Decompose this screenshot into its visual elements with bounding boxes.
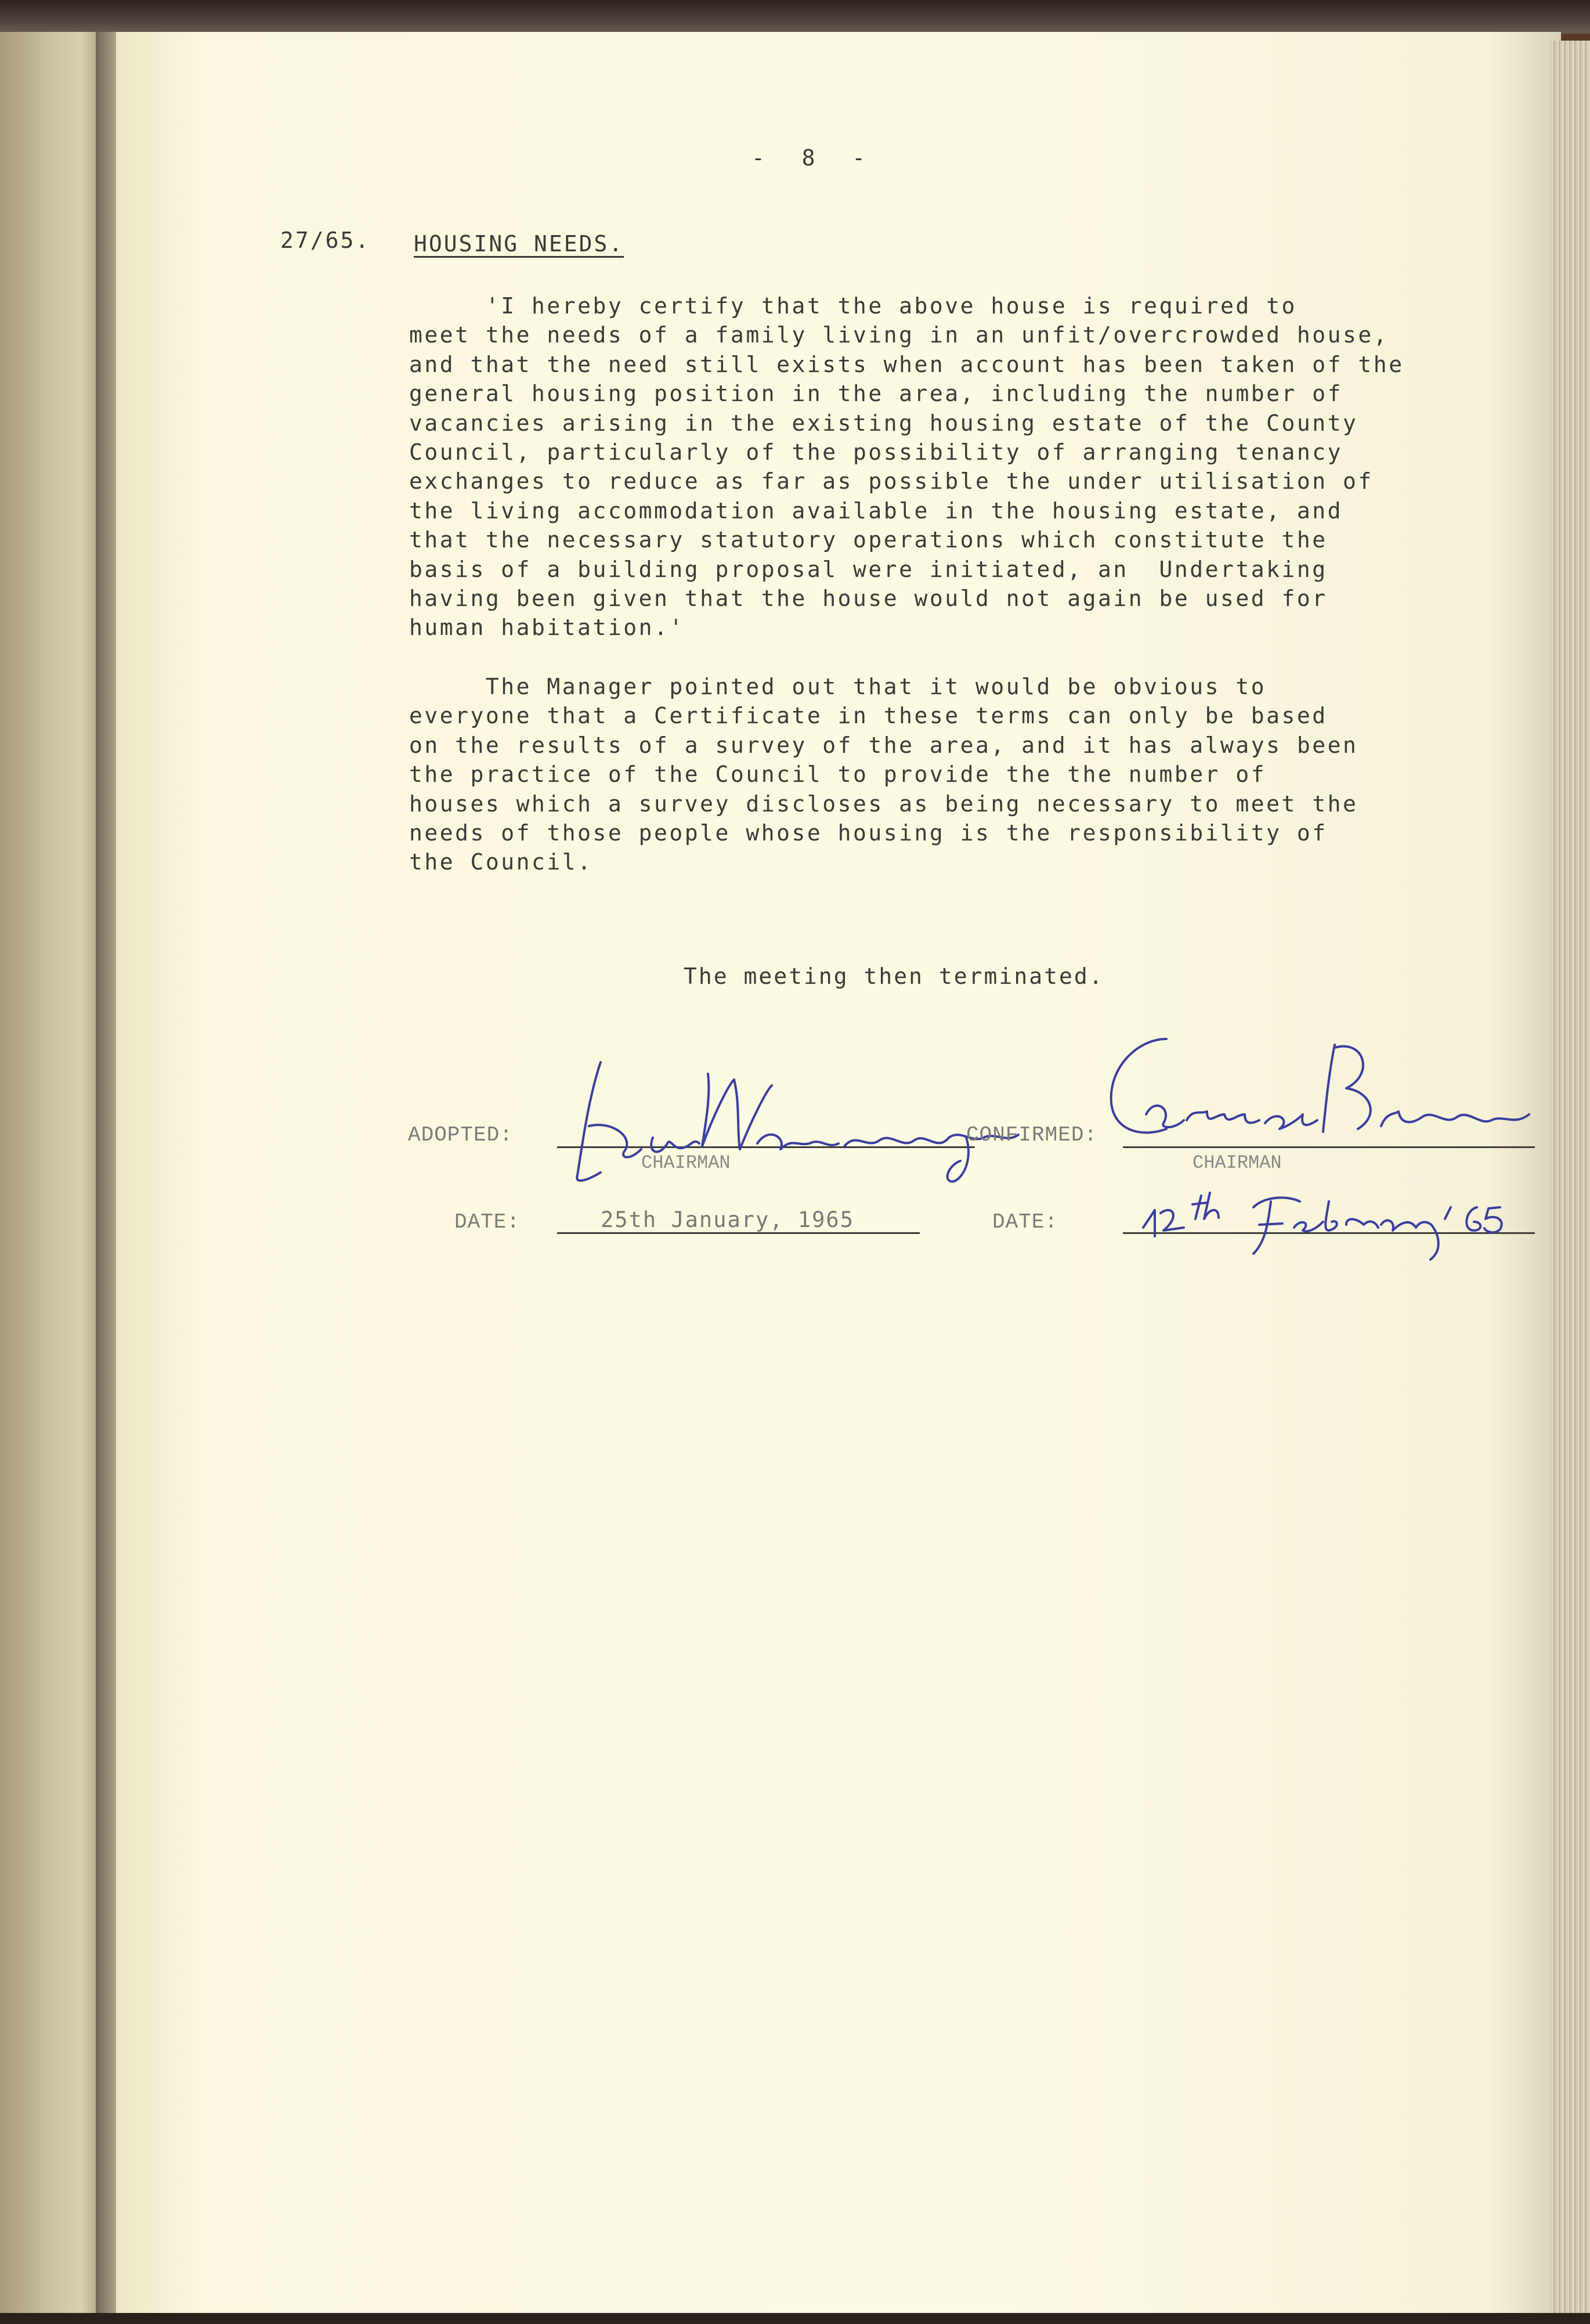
confirmed-chairman-label: CHAIRMAN <box>1192 1152 1282 1174</box>
text-line: needs of those people whose housing is the responsibility of <box>409 820 1328 846</box>
confirmed-date-handwritten <box>1137 1172 1544 1265</box>
text-line: houses which a survey discloses as being necessary to meet the <box>409 791 1358 817</box>
text-line: human habitation.' <box>409 615 685 641</box>
text-line: general housing position in the area, including the number of <box>409 381 1343 407</box>
confirmed-signature <box>1079 1027 1544 1161</box>
text-line: that the necessary statutory operations which constitute the <box>409 527 1328 553</box>
adopted-date-label: DATE: <box>454 1210 521 1234</box>
text-line: having been given that the house would not again be used for <box>409 585 1328 611</box>
meeting-terminated-text: The meeting then terminated. <box>684 963 1104 989</box>
adopted-signature <box>566 1051 1030 1190</box>
minute-heading: HOUSING NEEDS. <box>414 231 624 257</box>
text-line: on the results of a survey of the area, and it has always been <box>409 732 1358 758</box>
manager-paragraph <box>409 672 1358 877</box>
page-number: - 8 - <box>751 145 869 171</box>
text-line: exchanges to reduce as far as possible the under utilisation of <box>409 468 1374 495</box>
text-line: the Council. <box>409 849 593 875</box>
adopted-date: 25th January, 1965 <box>601 1207 854 1232</box>
text-line: the living accommodation available in the housing estate, and <box>409 497 1343 524</box>
confirmed-date-label: DATE: <box>992 1210 1058 1234</box>
certificate-paragraph <box>409 291 1404 643</box>
text-line: and that the need still exists when account has been taken of the <box>409 351 1404 377</box>
adopted-chairman-label: CHAIRMAN <box>641 1152 731 1174</box>
text-line: The Manager pointed out that it would be obvious to <box>409 674 1267 699</box>
adopted-date-line <box>557 1232 920 1234</box>
text-line: everyone that a Certificate in these terms can only be based <box>409 703 1328 729</box>
minute-number: 27/65. <box>280 228 371 253</box>
text-line: meet the needs of a family living in an unfit/overcrowded house, <box>409 322 1389 348</box>
text-line: vacancies arising in the existing housing estate of the County <box>409 410 1358 436</box>
text-line: 'I hereby certify that the above house is required to <box>409 293 1297 319</box>
text-line: basis of a building proposal were initiated, an Undertaking <box>409 556 1328 582</box>
page-edges <box>1551 41 1590 2324</box>
text-line: the practice of the Council to provide the the number of <box>409 762 1267 788</box>
adopted-label: ADOPTED: <box>408 1123 513 1147</box>
book-bottom-edge <box>0 2313 1590 2324</box>
text-line: Council, particularly of the possibility of arranging tenancy <box>409 439 1343 465</box>
confirmed-label: CONFIRMED: <box>966 1123 1098 1147</box>
book-top-edge <box>0 0 1590 34</box>
